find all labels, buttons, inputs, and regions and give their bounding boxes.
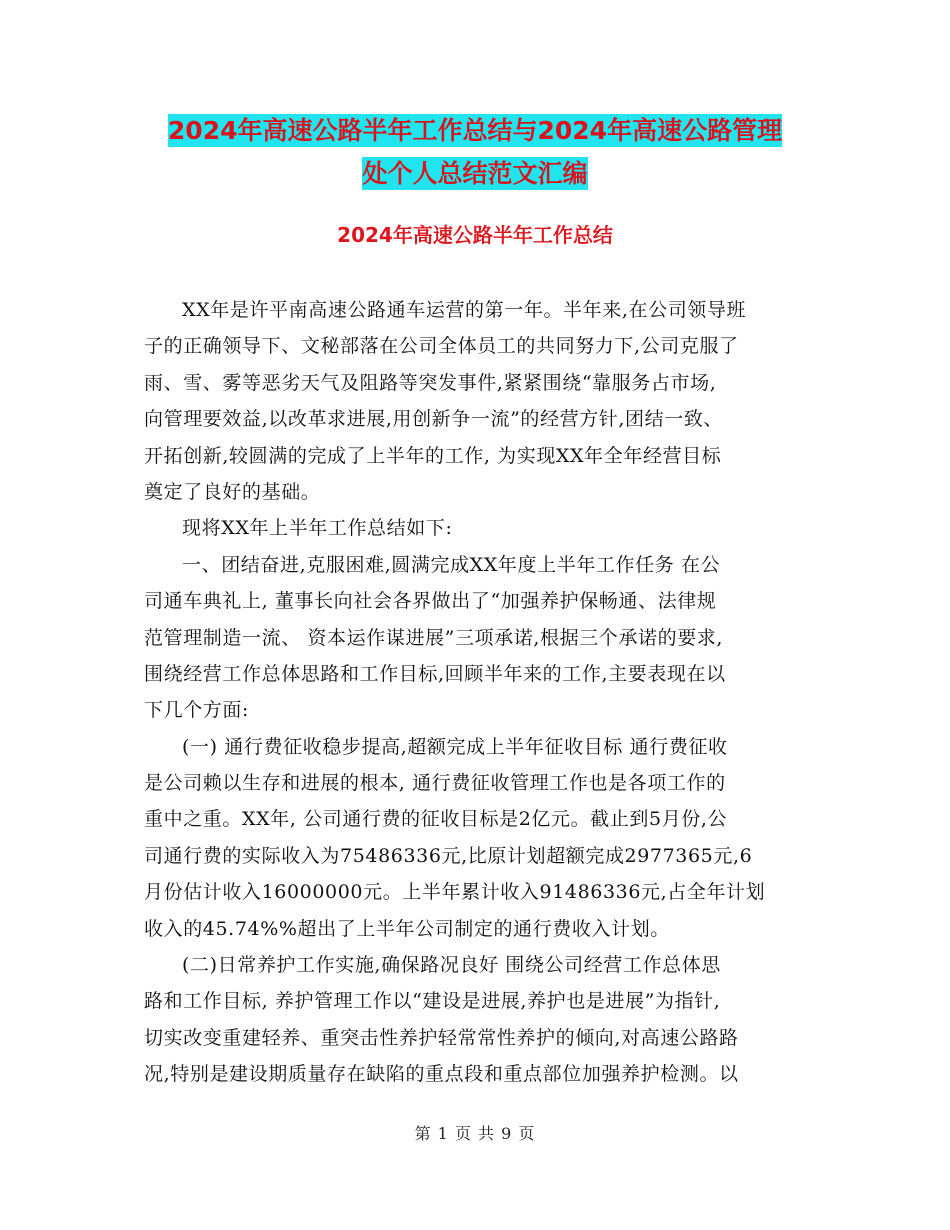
body-line: 范管理制造一流、 资本运作谋进展”三项承诺,根据三个承诺的要求, bbox=[144, 626, 724, 649]
body-line: 一、团结奋进,克服困难,圆满完成XX年度上半年工作任务 在公 bbox=[182, 553, 721, 576]
body-line: 开拓创新,较圆满的完成了上半年的工作, 为实现XX年全年经营目标 bbox=[144, 444, 722, 467]
body-line: 重中之重。XX年, 公司通行费的征收目标是2亿元。截止到5月份,公 bbox=[144, 808, 728, 831]
body-line: 围绕经营工作总体思路和工作目标,回顾半年来的工作,主要表现在以 bbox=[144, 662, 726, 685]
body-line: 是公司赖以生存和进展的根本, 通行费征收管理工作也是各项工作的 bbox=[144, 772, 726, 795]
body-line: 司通车典礼上, 董事长向社会各界做出了“加强养护保畅通、法律规 bbox=[144, 590, 717, 613]
body-line: 现将XX年上半年工作总结如下: bbox=[182, 517, 453, 540]
body-line: 况,特别是建设期质量存在缺陷的重点段和重点部位加强养护检测。以 bbox=[144, 1063, 739, 1086]
body-line: 向管理要效益,以改革求进展,用创新争一流”的经营方针,团结一致、 bbox=[144, 408, 724, 431]
document-title-line-2 bbox=[0, 149, 950, 199]
body-line: 收入的45.74%%超出了上半年公司制定的通行费收入计划。 bbox=[144, 917, 670, 940]
page-number-footer: 第 1 页 共 9 页 bbox=[414, 1124, 536, 1143]
body-line: 切实改变重建轻养、重突击性养护轻常常性养护的倾向,对高速公路路 bbox=[144, 1026, 739, 1049]
body-line: (一) 通行费征收稳步提高,超额完成上半年征收目标 通行费征收 bbox=[182, 735, 728, 758]
body-line: 月份估计收入16000000元。上半年累计收入91486336元,占全年计划 bbox=[144, 881, 766, 904]
body-line: 奠定了良好的基础。 bbox=[144, 480, 321, 503]
body-line: XX年是许平南高速公路通车运营的第一年。半年来,在公司领导班 bbox=[182, 299, 747, 321]
body-line: 下几个方面: bbox=[144, 699, 250, 722]
body-line: 子的正确领导下、文秘部落在公司全体员工的共同努力下,公司克服了 bbox=[144, 335, 739, 358]
body-line: 司通行费的实际收入为75486336元,比原计划超额完成2977365元,6 bbox=[144, 844, 753, 867]
body-line: 雨、雪、雾等恶劣天气及阻路等突发事件,紧紧围绕“靠服务占市场, bbox=[144, 371, 717, 394]
document-title-text-2: 处个人总结范文汇编 bbox=[362, 159, 588, 188]
section-heading: 2024年高速公路半年工作总结 bbox=[337, 223, 613, 247]
body-line: 路和工作目标, 养护管理工作以“建设是进展,养护也是进展”为指针, bbox=[144, 990, 721, 1013]
document-body bbox=[144, 292, 804, 1093]
document-title-text-1: 2024年高速公路半年工作总结与2024年高速公路管理 bbox=[167, 116, 783, 145]
body-line: (二)日常养护工作实施,确保路况良好 围绕公司经营工作总体思 bbox=[182, 954, 721, 977]
